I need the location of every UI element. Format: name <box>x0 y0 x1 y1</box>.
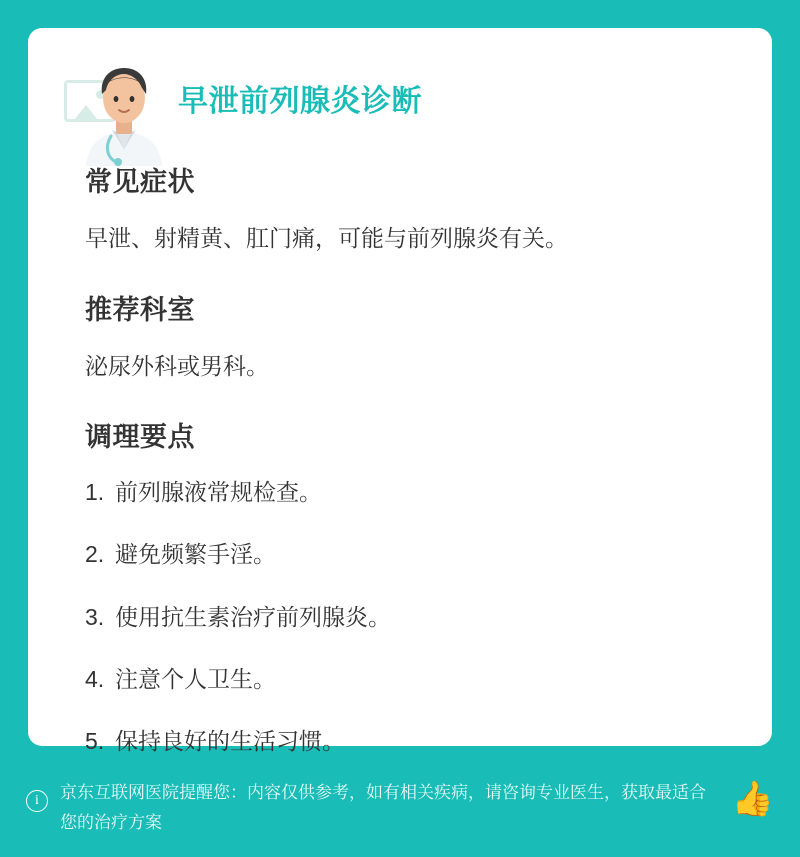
list-item-text: 注意个人卫生。 <box>115 666 276 693</box>
section-body-symptoms: 早泄、射精黄、肛门痛，可能与前列腺炎有关。 <box>85 225 568 251</box>
list-item-number: 3. <box>85 603 105 630</box>
section-heading-symptoms: 常见症状 <box>85 167 195 197</box>
list-item-text: 使用抗生素治疗前列腺炎。 <box>115 603 391 630</box>
list-item-text: 前列腺液常规检查。 <box>115 479 322 505</box>
doctor-avatar-icon <box>64 58 172 166</box>
section-heading-department: 推荐科室 <box>85 294 195 325</box>
section-body-department: 泌尿外科或男科。 <box>85 352 269 379</box>
list-item-number: 5. <box>85 728 105 755</box>
section-heading-tips: 调理要点 <box>85 422 195 452</box>
list-item-text: 避免频繁手淫。 <box>115 541 276 568</box>
list-item <box>85 476 730 509</box>
list-item <box>85 601 730 634</box>
tips-list <box>85 476 730 759</box>
list-item-number: 4. <box>85 666 105 693</box>
info-icon: i <box>26 790 48 812</box>
list-item-text: 保持良好的生活习惯。 <box>115 728 345 755</box>
list-item <box>85 725 730 758</box>
list-item <box>85 663 730 696</box>
page-title: 早泄前列腺炎诊断 <box>178 85 422 118</box>
disclaimer-text: 京东互联网医院提醒您：内容仅供参考，如有相关疾病，请咨询专业医生，获取最适合您的治疗方案 <box>60 783 706 832</box>
thumbs-up-icon[interactable]: 👍 <box>731 780 774 818</box>
list-item-number: 1. <box>85 479 105 505</box>
list-item-number: 2. <box>85 541 105 568</box>
list-item <box>85 538 730 571</box>
document-body <box>85 160 730 788</box>
footer-bar <box>0 770 800 857</box>
content-card <box>28 28 772 755</box>
